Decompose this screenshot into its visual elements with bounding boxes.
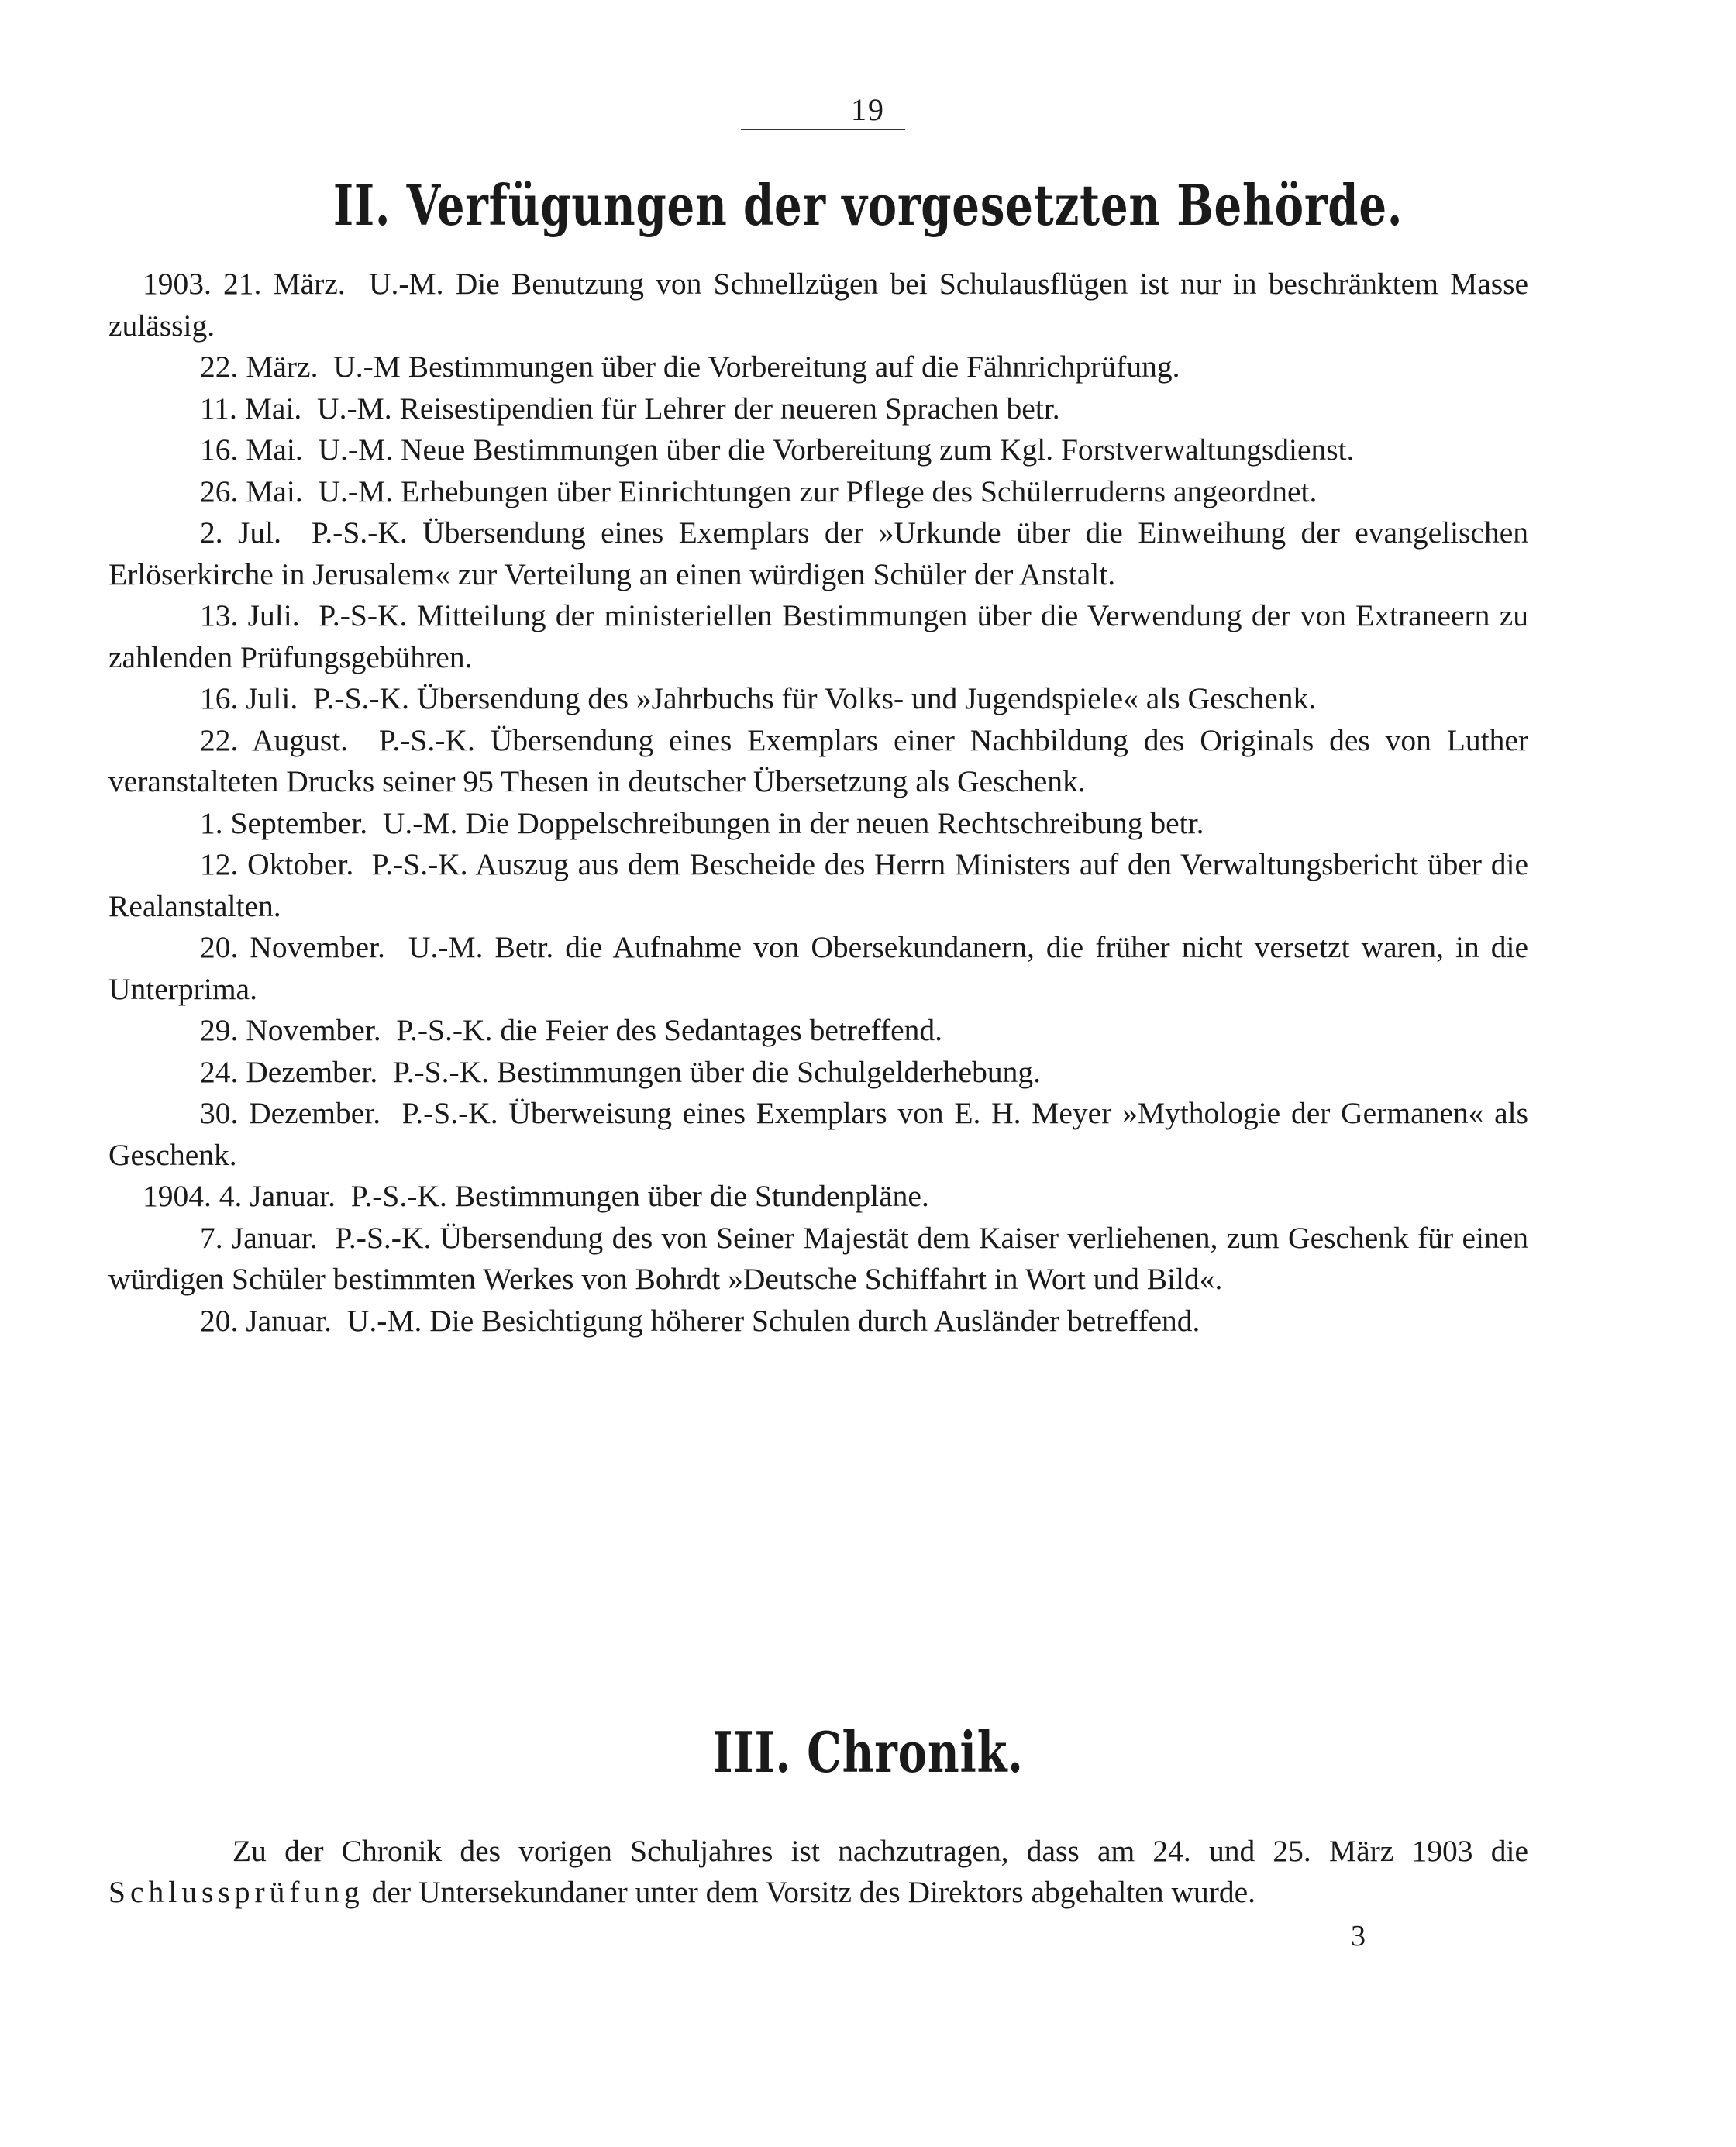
decree-entry: 20. Januar. U.-M. Die Besichtigung höherer Schulen durch Ausländer betreffend. (200, 1303, 1200, 1338)
decree-entry: 2. Jul. P.-S.-K. Übersendung eines Exemplars der »Urkunde über die Einweihung der evangelischen Erlöserkirche in Jerusalem« zur Verteilung an einen würdigen Schüler der Anstalt. (108, 515, 1528, 591)
decree-entry: 24. Dezember. P.-S.-K. Bestimmungen über die Schulgelderhebung. (200, 1054, 1041, 1089)
decree-entry: 26. Mai. U.-M. Erhebungen über Einrichtungen zur Pflege des Schülerruderns angeordnet. (200, 474, 1318, 508)
sheet-signature-mark: 3 (1351, 1920, 1366, 1952)
decree-list (108, 264, 1528, 1342)
decree-entry: 13. Juli. P.-S-K. Mitteilung der ministeriellen Bestimmungen über die Verwendung der von Extraneern zu zahlenden Prüfungsgebühren. (108, 598, 1529, 674)
section-heading-chronik: III. Chronik. (712, 1719, 1024, 1785)
decree-entry: 20. November. U.-M. Betr. die Aufnahme von Obersekundanern, die früher nicht versetzt waren, in die Unterprima. (108, 930, 1529, 1006)
decree-entry: 22. August. P.-S.-K. Übersendung eines Exemplars einer Nachbildung des Originals des von Luther veranstalteten Drucks seiner 95 Thesen in deutscher Übersetzung als Geschenk. (108, 722, 1529, 798)
decree-entry: 30. Dezember. P.-S.-K. Überweisung eines Exemplars von E. H. Meyer »Mythologie der Germanen« als Geschenk. (108, 1096, 1529, 1172)
decree-entry: 16. Juli. P.-S.-K. Übersendung des »Jahrbuchs für Volks- und Jugendspiele« als Geschenk. (200, 681, 1317, 715)
decree-entry: 29. November. P.-S.-K. die Feier des Sedantages betreffend. (200, 1013, 943, 1047)
decree-entry: 11. Mai. U.-M. Reisestipendien für Lehrer der neueren Sprachen betr. (200, 391, 1060, 426)
page-number-rule (741, 129, 905, 130)
chronik-paragraph: Zu der Chronik des vorigen Schuljahres ist nachzutragen, dass am 24. und 25. März 1903 die Schlussprüfung der Untersekundaner unter dem Vorsitz des Direktors abgehalten wurde. (108, 1833, 1528, 1909)
page-number: 19 (851, 92, 885, 127)
decree-entry: 22. März. U.-M Bestimmungen über die Vorbereitung auf die Fähnrichprüfung. (200, 350, 1180, 384)
decree-entry: 1903. 21. März. U.-M. Die Benutzung von Schnellzügen bei Schulausflügen ist nur in beschränktem Masse zulässig. (108, 267, 1529, 343)
decree-entry: 16. Mai. U.-M. Neue Bestimmungen über die Vorbereitung zum Kgl. Forstverwaltungsdienst. (200, 433, 1355, 467)
decree-entry: 1904. 4. Januar. P.-S.-K. Bestimmungen über die Stundenpläne. (143, 1179, 929, 1213)
decree-entry: 1. September. U.-M. Die Doppelschreibungen in der neuen Rechtschreibung betr. (200, 805, 1204, 840)
spaced-emphasis: Schlussprüfung (108, 1875, 364, 1909)
section-heading-verfuegungen: II. Verfügungen der vorgesetzten Behörde. (332, 172, 1404, 238)
decree-entry: 7. Januar. P.-S.-K. Übersendung des von Seiner Majestät dem Kaiser verliehenen, zum Geschenk für einen würdigen Schüler bestimmten Werkes von Bohrdt »Deutsche Schiffahrt in Wort und Bild«. (108, 1220, 1528, 1296)
decree-entry: 12. Oktober. P.-S.-K. Auszug aus dem Bescheide des Herrn Ministers auf den Verwaltungsbericht über die Realanstalten. (108, 847, 1528, 923)
